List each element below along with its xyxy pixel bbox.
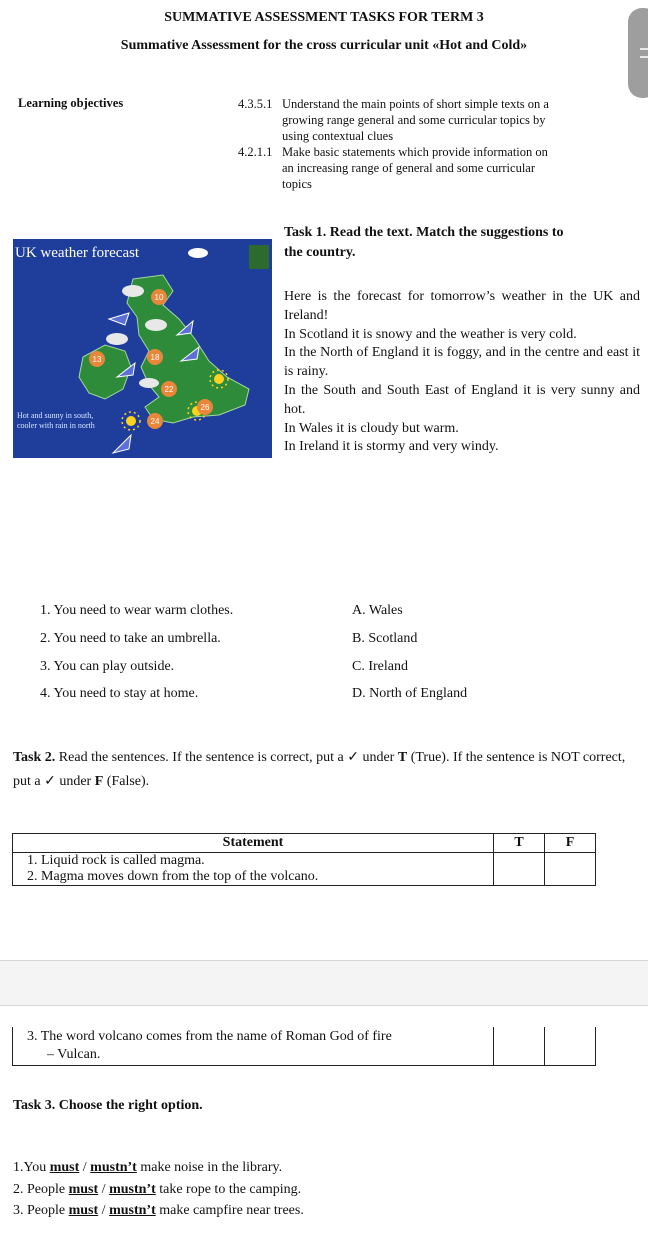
- cloud-icon: [106, 333, 128, 345]
- table-row: [13, 853, 596, 870]
- item-text: 1.You: [13, 1160, 50, 1175]
- option-mustnt[interactable]: mustn’t: [90, 1160, 137, 1175]
- option-separator: /: [98, 1203, 110, 1218]
- temp-value: 18: [150, 353, 160, 362]
- task3-title: Task 3. Choose the right option.: [13, 1098, 203, 1113]
- column-header: Statement: [13, 834, 494, 853]
- task1-title-line: the country.: [284, 245, 356, 260]
- temp-badge: [147, 413, 163, 429]
- item-text: make campfire near trees.: [155, 1203, 304, 1218]
- objective-2: [238, 144, 598, 192]
- statement-cell: [13, 1027, 494, 1066]
- item-text: make noise in the library.: [136, 1160, 283, 1175]
- temp-value: 10: [154, 293, 164, 302]
- option-must[interactable]: must: [49, 1160, 80, 1175]
- country-item: D. North of England: [352, 686, 468, 701]
- forecast-paragraph: Here is the forecast for tomorrow’s weather in the UK and Ireland!: [284, 289, 640, 323]
- side-scroll-tab[interactable]: [628, 8, 648, 98]
- grip-line: [640, 56, 648, 58]
- option-mustnt[interactable]: mustn’t: [109, 1203, 156, 1218]
- task2-instructions: [13, 746, 643, 794]
- item-text: 3. People: [13, 1203, 69, 1218]
- forecast-paragraph: In the South and South East of England it is very sunny and hot.: [284, 382, 640, 417]
- cloud-icon: [139, 378, 159, 388]
- suggestion-item: 2. You need to take an umbrella.: [40, 631, 221, 646]
- column-header: T: [494, 834, 545, 853]
- logo-badge: [249, 245, 269, 269]
- statement-line: 3. The word volcano comes from the name of Roman God of fire: [27, 1029, 392, 1044]
- country-item: C. Ireland: [352, 659, 408, 674]
- item-text: 2. People: [13, 1182, 69, 1197]
- objective-text: growing range general and some curricular topics by: [282, 113, 546, 127]
- task2-text: (True). If the sentence is NOT correct, put a ✓ under: [13, 750, 626, 789]
- item-text: take rope to the camping.: [155, 1182, 302, 1197]
- task3-item: [13, 1160, 282, 1176]
- option-must[interactable]: must: [68, 1203, 99, 1218]
- true-false-table-continued: [12, 1027, 596, 1066]
- objective-text: topics: [282, 177, 312, 191]
- page-title: SUMMATIVE ASSESSMENT TASKS FOR TERM 3: [164, 10, 484, 25]
- map-note-line: Hot and sunny in south,: [17, 411, 94, 420]
- true-answer-cell[interactable]: [494, 853, 545, 886]
- option-separator: /: [98, 1182, 110, 1197]
- temp-value: 13: [92, 355, 102, 364]
- temp-badge: [147, 349, 163, 365]
- false-answer-cell[interactable]: [545, 853, 596, 886]
- objective-1: [238, 96, 598, 144]
- country-item: B. Scotland: [352, 631, 418, 646]
- cloud-icon: [188, 248, 208, 258]
- temp-value: 26: [200, 403, 210, 412]
- temp-badge: [197, 399, 213, 415]
- map-title: UK weather forecast: [15, 245, 140, 261]
- true-letter: T: [397, 750, 408, 765]
- temp-badge: [89, 351, 105, 367]
- task2-text: Read the sentences. If the sentence is correct, put a ✓ under: [55, 750, 398, 765]
- true-false-table: [12, 833, 596, 886]
- cloud-icon: [122, 285, 144, 297]
- task2-label: Task 2.: [13, 750, 56, 765]
- forecast-paragraph: In Wales it is cloudy but warm.: [284, 420, 459, 436]
- objective-code: 4.2.1.1: [238, 145, 273, 159]
- table-header-row: [13, 834, 596, 853]
- column-header: F: [545, 834, 596, 853]
- temp-badge: [161, 381, 177, 397]
- objective-text: using contextual clues: [282, 129, 394, 143]
- map-note: [17, 411, 95, 431]
- map-note-line: cooler with rain in north: [17, 421, 95, 430]
- suggestion-item: 4. You need to stay at home.: [40, 686, 199, 701]
- statement-cell: 2. Magma moves down from the top of the volcano.: [13, 869, 494, 886]
- objective-text: an increasing range of general and some curricular: [282, 161, 536, 175]
- option-mustnt[interactable]: mustn’t: [109, 1182, 156, 1197]
- cloud-icon: [145, 319, 167, 331]
- objective-text: Make basic statements which provide information on: [282, 145, 548, 159]
- statement-line: – Vulcan.: [47, 1047, 101, 1062]
- task2-text: (False).: [103, 774, 150, 789]
- task1-title: [284, 223, 634, 263]
- objectives-label: Learning objectives: [18, 96, 124, 110]
- country-item: A. Wales: [352, 603, 403, 618]
- task1-title-line: Task 1. Read the text. Match the suggestions to: [284, 225, 564, 240]
- page-break: [0, 960, 648, 1006]
- forecast-paragraph: In Ireland it is stormy and very windy.: [284, 439, 499, 455]
- forecast-text: [284, 288, 640, 457]
- false-answer-cell[interactable]: [545, 1027, 596, 1066]
- objective-text: Understand the main points of short simple texts on a: [282, 97, 549, 111]
- true-answer-cell[interactable]: [494, 1027, 545, 1066]
- objective-code: 4.3.5.1: [238, 97, 273, 111]
- temp-value: 22: [164, 385, 174, 394]
- weather-map-image: [13, 239, 272, 458]
- temp-badge: [151, 289, 167, 305]
- temp-value: 24: [150, 417, 160, 426]
- statement-cell: 1. Liquid rock is called magma.: [13, 853, 494, 870]
- task3-item: [13, 1182, 301, 1198]
- task3-item: [13, 1203, 304, 1219]
- page-subtitle: Summative Assessment for the cross curricular unit «Hot and Cold»: [120, 38, 528, 53]
- grip-line: [640, 48, 648, 50]
- suggestion-item: 3. You can play outside.: [40, 659, 175, 674]
- suggestion-item: 1. You need to wear warm clothes.: [40, 603, 234, 618]
- forecast-paragraph: In Scotland it is snowy and the weather is very cold.: [284, 326, 577, 342]
- forecast-paragraph: In the North of England it is foggy, and in the centre and east it is rainy.: [284, 345, 640, 380]
- option-separator: /: [79, 1160, 91, 1175]
- option-must[interactable]: must: [68, 1182, 99, 1197]
- false-letter: F: [94, 774, 104, 789]
- table-row: [13, 1027, 596, 1066]
